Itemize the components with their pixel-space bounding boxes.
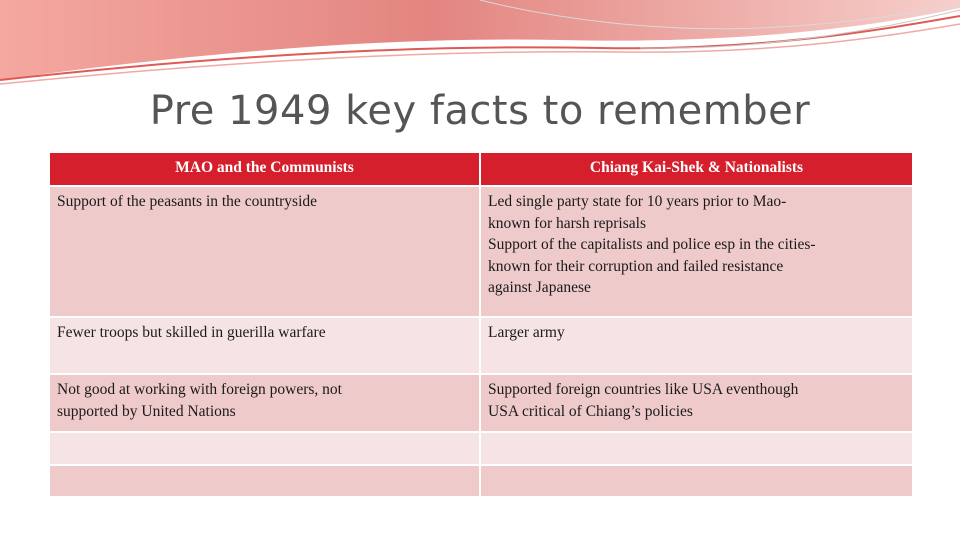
table-cell-chiang — [480, 374, 913, 432]
cell-line: known for harsh reprisals — [488, 214, 646, 232]
facts-table — [48, 151, 914, 498]
cell-line: supported by United Nations — [57, 402, 236, 420]
table-cell-chiang — [480, 317, 913, 374]
cell-line: Fewer troops but skilled in guerilla warfare — [57, 324, 326, 341]
table-header-row — [49, 152, 913, 186]
cell-line: Larger army — [488, 324, 565, 341]
table-cell-empty — [49, 432, 480, 465]
table-cell-empty — [49, 465, 480, 497]
table-row — [49, 186, 913, 317]
cell-line: known for their corruption and failed resistance — [488, 257, 784, 275]
table-cell-mao — [49, 374, 480, 432]
table-cell-empty — [480, 432, 913, 465]
table-cell-mao — [49, 186, 480, 317]
table-row — [49, 465, 913, 497]
header-chiang: Chiang Kai-Shek & Nationalists — [480, 152, 913, 186]
cell-line: USA critical of Chiang’s policies — [488, 402, 693, 420]
cell-line: Not good at working with foreign powers, not — [57, 381, 342, 398]
cell-line: Support of the peasants in the countryside — [57, 193, 318, 210]
table-row — [49, 374, 913, 432]
cell-line: against Japanese — [488, 279, 591, 296]
table-row — [49, 432, 913, 465]
header-mao: MAO and the Communists — [49, 152, 480, 186]
table-cell-mao — [49, 317, 480, 374]
cell-line: Led single party state for 10 years prior to Mao- — [488, 193, 787, 210]
page-title: Pre 1949 key facts to remember — [149, 88, 811, 134]
table-row — [49, 317, 913, 374]
table-cell-chiang — [480, 186, 913, 317]
cell-line: Support of the capitalists and police esp in the cities- — [488, 236, 816, 253]
decorative-banner — [0, 0, 960, 100]
cell-line: Supported foreign countries like USA eventhough — [488, 381, 799, 398]
table-cell-empty — [480, 465, 913, 497]
